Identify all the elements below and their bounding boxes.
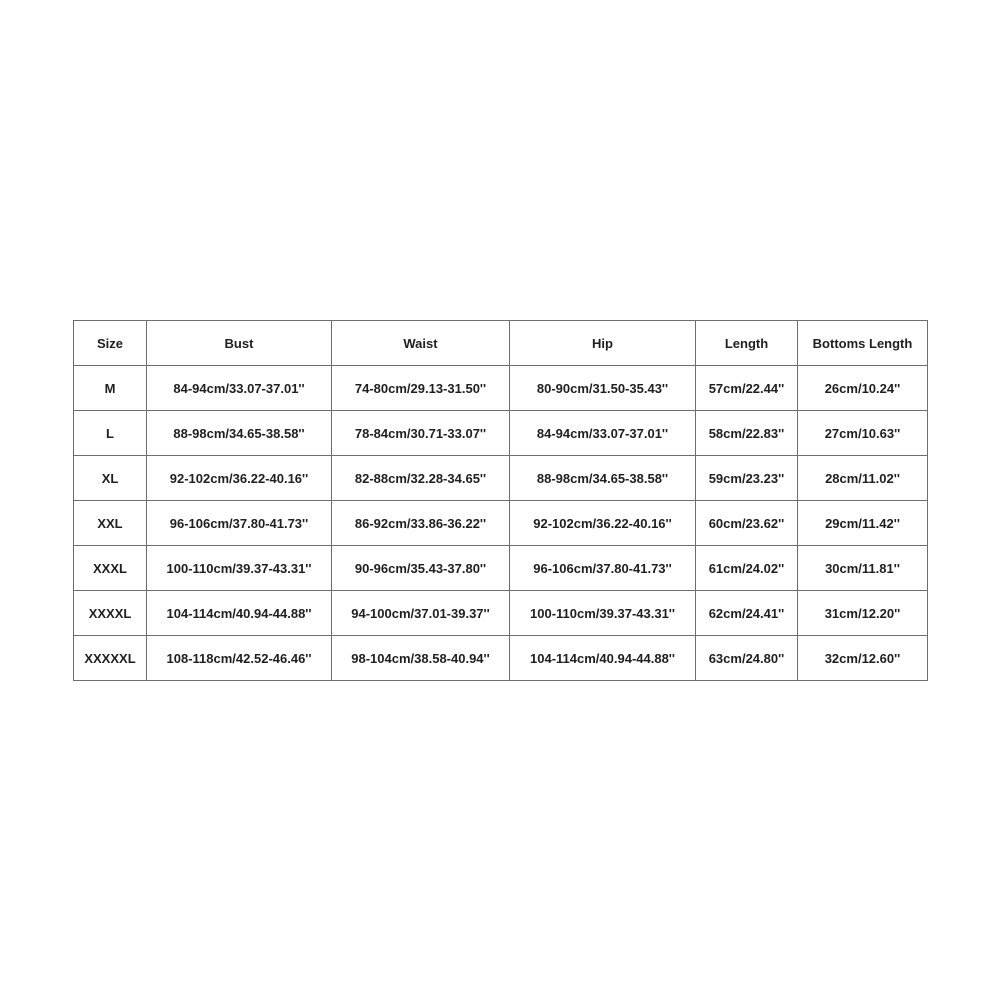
cell-bust: 92-102cm/36.22-40.16'' [147, 456, 332, 501]
cell-bust: 108-118cm/42.52-46.46'' [147, 636, 332, 681]
cell-bottoms-length: 30cm/11.81'' [798, 546, 928, 591]
cell-length: 62cm/24.41'' [696, 591, 798, 636]
table-row [74, 546, 928, 591]
table-header-row [74, 321, 928, 366]
cell-bust: 96-106cm/37.80-41.73'' [147, 501, 332, 546]
cell-waist: 94-100cm/37.01-39.37'' [332, 591, 510, 636]
cell-bust: 104-114cm/40.94-44.88'' [147, 591, 332, 636]
header-bottoms-length: Bottoms Length [798, 321, 928, 366]
cell-length: 63cm/24.80'' [696, 636, 798, 681]
cell-size: XXXXL [74, 591, 147, 636]
header-length: Length [696, 321, 798, 366]
cell-waist: 82-88cm/32.28-34.65'' [332, 456, 510, 501]
cell-size: XL [74, 456, 147, 501]
header-hip: Hip [510, 321, 696, 366]
cell-bottoms-length: 32cm/12.60'' [798, 636, 928, 681]
cell-waist: 90-96cm/35.43-37.80'' [332, 546, 510, 591]
table-row [74, 366, 928, 411]
cell-size: XXXL [74, 546, 147, 591]
table-row [74, 636, 928, 681]
cell-hip: 96-106cm/37.80-41.73'' [510, 546, 696, 591]
cell-bust: 84-94cm/33.07-37.01'' [147, 366, 332, 411]
header-waist: Waist [332, 321, 510, 366]
cell-bust: 88-98cm/34.65-38.58'' [147, 411, 332, 456]
cell-hip: 104-114cm/40.94-44.88'' [510, 636, 696, 681]
cell-bust: 100-110cm/39.37-43.31'' [147, 546, 332, 591]
cell-hip: 88-98cm/34.65-38.58'' [510, 456, 696, 501]
table-row [74, 591, 928, 636]
cell-hip: 80-90cm/31.50-35.43'' [510, 366, 696, 411]
cell-bottoms-length: 26cm/10.24'' [798, 366, 928, 411]
cell-length: 61cm/24.02'' [696, 546, 798, 591]
cell-length: 57cm/22.44'' [696, 366, 798, 411]
header-size: Size [74, 321, 147, 366]
cell-size: XXL [74, 501, 147, 546]
cell-bottoms-length: 28cm/11.02'' [798, 456, 928, 501]
cell-length: 58cm/22.83'' [696, 411, 798, 456]
cell-bottoms-length: 27cm/10.63'' [798, 411, 928, 456]
table-row [74, 501, 928, 546]
cell-size: XXXXXL [74, 636, 147, 681]
cell-bottoms-length: 29cm/11.42'' [798, 501, 928, 546]
cell-size: L [74, 411, 147, 456]
cell-hip: 84-94cm/33.07-37.01'' [510, 411, 696, 456]
cell-hip: 92-102cm/36.22-40.16'' [510, 501, 696, 546]
cell-waist: 98-104cm/38.58-40.94'' [332, 636, 510, 681]
size-chart-table [73, 320, 928, 681]
cell-waist: 78-84cm/30.71-33.07'' [332, 411, 510, 456]
cell-length: 59cm/23.23'' [696, 456, 798, 501]
cell-bottoms-length: 31cm/12.20'' [798, 591, 928, 636]
cell-length: 60cm/23.62'' [696, 501, 798, 546]
cell-waist: 74-80cm/29.13-31.50'' [332, 366, 510, 411]
header-bust: Bust [147, 321, 332, 366]
table-row [74, 411, 928, 456]
table-row [74, 456, 928, 501]
cell-hip: 100-110cm/39.37-43.31'' [510, 591, 696, 636]
cell-waist: 86-92cm/33.86-36.22'' [332, 501, 510, 546]
cell-size: M [74, 366, 147, 411]
